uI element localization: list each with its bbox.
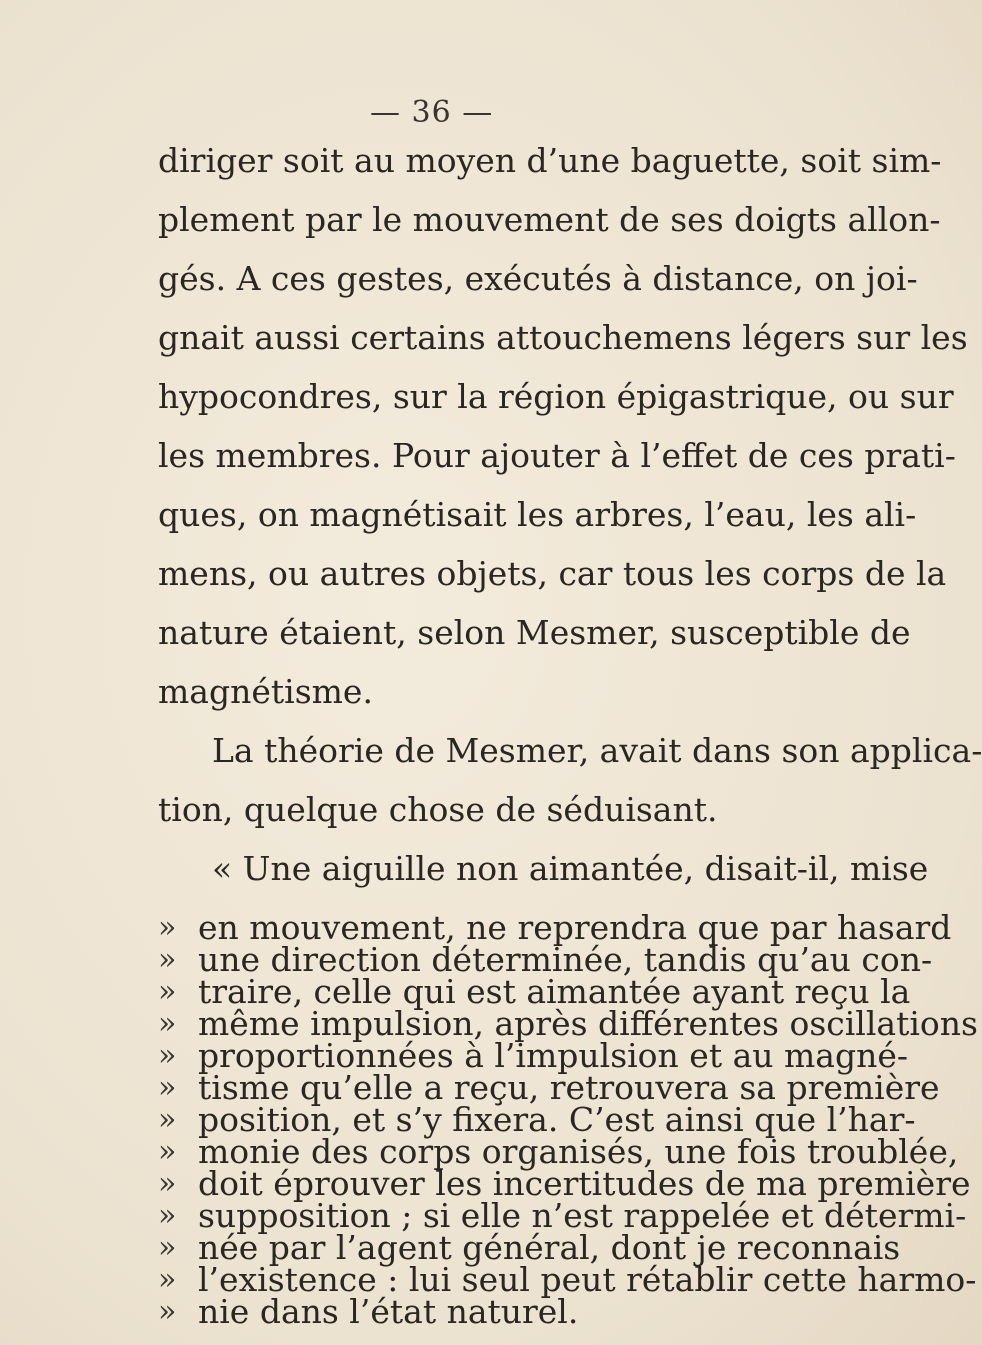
text-line: les membres. Pour ajouter à l’effet de ces prati- <box>158 436 956 475</box>
text-line: tion, quelque chose de séduisant. <box>158 790 718 829</box>
text-line: gnait aussi certains attouchemens légers sur les <box>158 318 968 357</box>
quote-line: tisme qu’elle a reçu, retrouvera sa première <box>198 1068 940 1107</box>
quote-line: même impulsion, après différentes oscillations <box>198 1004 978 1043</box>
quote-mark: » <box>158 974 177 1009</box>
text-line: magnétisme. <box>158 672 373 711</box>
quote-line: position, et s’y fixera. C’est ainsi que l’har- <box>198 1100 916 1139</box>
quote-mark: » <box>158 1230 177 1265</box>
quote-line: en mouvement, ne reprendra que par hasard <box>198 908 952 947</box>
quote-mark: » <box>158 910 177 945</box>
quote-mark: » <box>158 1294 177 1329</box>
quote-line: monie des corps organisés, une fois troublée, <box>198 1132 959 1171</box>
quote-mark: » <box>158 1166 177 1201</box>
text-line: diriger soit au moyen d’une baguette, soit sim- <box>158 141 942 180</box>
text-line: La théorie de Mesmer, avait dans son applica- <box>212 731 982 770</box>
quote-mark: » <box>158 1038 177 1073</box>
text-line: hypocondres, sur la région épigastrique, ou sur <box>158 377 954 416</box>
text-line: nature étaient, selon Mesmer, susceptible de <box>158 613 911 652</box>
quote-mark: » <box>158 1198 177 1233</box>
quote-line: nie dans l’état naturel. <box>198 1292 579 1331</box>
quote-mark: » <box>158 1102 177 1137</box>
quote-mark: » <box>158 1006 177 1041</box>
text-line: ques, on magnétisait les arbres, l’eau, les ali- <box>158 495 917 534</box>
quote-line: née par l’agent général, dont je reconnais <box>198 1228 901 1267</box>
quote-mark: » <box>158 1070 177 1105</box>
page-number: — 36 — <box>370 95 494 130</box>
quote-mark: » <box>158 942 177 977</box>
quote-line: traire, celle qui est aimantée ayant reçu la <box>198 972 911 1011</box>
quote-line: proportionnées à l’impulsion et au magné- <box>198 1036 909 1075</box>
quote-line: supposition ; si elle n’est rappelée et détermi- <box>198 1196 967 1235</box>
quote-line: une direction déterminée, tandis qu’au con- <box>198 940 933 979</box>
text-line: mens, ou autres objets, car tous les corps de la <box>158 554 947 593</box>
text-line: gés. A ces gestes, exécutés à distance, on joi- <box>158 259 918 298</box>
quote-line: l’existence : lui seul peut rétablir cette harmo- <box>198 1260 977 1299</box>
quote-line: doit éprouver les incertitudes de ma première <box>198 1164 971 1203</box>
text-line: plement par le mouvement de ses doigts allon- <box>158 200 941 239</box>
quote-opening-line: « Une aiguille non aimantée, disait-il, mise <box>212 849 929 888</box>
quote-mark: » <box>158 1134 177 1169</box>
quote-mark: » <box>158 1262 177 1297</box>
